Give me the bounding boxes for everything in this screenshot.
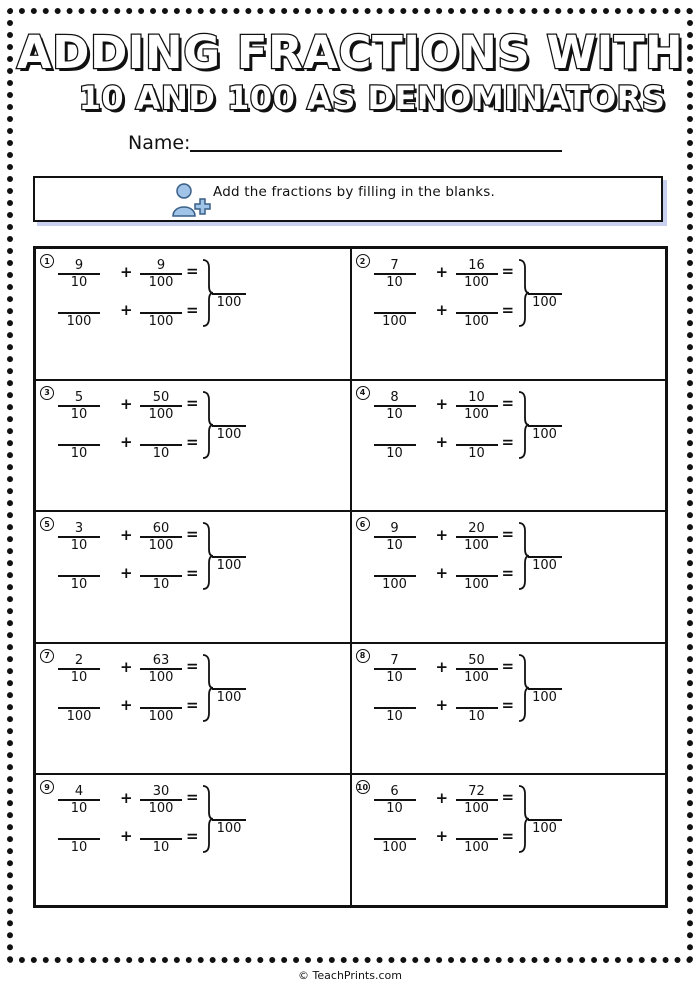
plus-sign: + xyxy=(120,564,133,583)
blank-numerator-1[interactable] xyxy=(374,560,416,577)
blank-numerator-1[interactable] xyxy=(374,692,416,709)
problem-cell-5 xyxy=(35,511,351,643)
blank-fraction-1[interactable] xyxy=(58,560,100,592)
answer-fraction[interactable] xyxy=(212,684,246,705)
answer-denominator: 100 xyxy=(532,689,557,705)
blank-fraction-2[interactable] xyxy=(140,823,182,855)
plus-sign: + xyxy=(120,394,133,413)
plus-sign: + xyxy=(435,526,449,545)
blank-denominator-2: 10 xyxy=(152,445,170,461)
blank-fraction-1[interactable] xyxy=(58,297,100,329)
blank-fraction-2[interactable] xyxy=(456,429,498,461)
answer-fraction[interactable] xyxy=(528,289,562,310)
first-denominator: 10 xyxy=(70,669,88,685)
equals-sign: = xyxy=(501,656,515,675)
equals-sign: = xyxy=(186,525,199,544)
plus-sign: + xyxy=(120,657,133,676)
plus-sign: + xyxy=(120,827,133,846)
problem-number-badge: 9 xyxy=(40,780,54,794)
problem-cell-10 xyxy=(351,774,667,906)
answer-denominator: 100 xyxy=(532,426,557,442)
equals-sign: = xyxy=(186,393,199,412)
blank-fraction-1[interactable] xyxy=(374,560,416,592)
problem-number-badge: 6 xyxy=(356,517,370,531)
plus-sign: + xyxy=(435,263,449,281)
second-fraction xyxy=(140,258,182,290)
second-fraction xyxy=(456,653,498,685)
first-denominator: 10 xyxy=(70,275,88,290)
equals-sign: = xyxy=(501,564,515,583)
second-numerator: 60 xyxy=(140,521,182,538)
first-denominator: 10 xyxy=(386,669,403,685)
equals-sign: = xyxy=(186,564,199,583)
second-fraction xyxy=(140,390,182,422)
blank-denominator-1: 100 xyxy=(66,314,92,329)
plus-sign: + xyxy=(120,789,133,808)
first-numerator: 6 xyxy=(374,784,416,801)
problem-cell-9 xyxy=(35,774,351,906)
first-fraction xyxy=(374,258,416,290)
answer-denominator: 100 xyxy=(216,821,242,837)
second-denominator: 100 xyxy=(148,669,174,685)
second-denominator: 100 xyxy=(464,406,489,422)
equals-sign: = xyxy=(501,695,515,714)
blank-numerator-2[interactable] xyxy=(140,560,182,577)
plus-sign: + xyxy=(120,526,133,545)
first-fraction xyxy=(58,521,100,553)
blank-denominator-1: 100 xyxy=(66,708,92,724)
blank-denominator-2: 100 xyxy=(464,840,489,856)
blank-fraction-2[interactable] xyxy=(140,692,182,724)
second-numerator: 16 xyxy=(456,258,498,275)
blank-denominator-2: 100 xyxy=(464,314,489,329)
plus-sign: + xyxy=(120,432,133,451)
blank-numerator-2[interactable] xyxy=(140,297,182,314)
blank-numerator-2[interactable] xyxy=(456,823,498,840)
blank-fraction-2[interactable] xyxy=(140,560,182,592)
equals-sign: = xyxy=(501,827,515,846)
equals-sign: = xyxy=(501,525,515,544)
equals-sign: = xyxy=(186,827,199,846)
first-numerator: 5 xyxy=(58,390,100,407)
blank-fraction-2[interactable] xyxy=(456,823,498,855)
problem-cell-8 xyxy=(351,643,667,775)
problem-number-badge: 7 xyxy=(40,649,54,663)
blank-denominator-1: 100 xyxy=(382,840,407,856)
blank-numerator-2[interactable] xyxy=(140,692,182,709)
blank-numerator-2[interactable] xyxy=(456,297,498,314)
answer-denominator: 100 xyxy=(216,689,242,705)
problem-number-badge: 10 xyxy=(356,780,370,794)
equals-sign: = xyxy=(501,301,515,319)
blank-numerator-2[interactable] xyxy=(140,823,182,840)
blank-denominator-2: 100 xyxy=(148,708,174,724)
second-denominator: 100 xyxy=(464,669,489,685)
second-denominator: 100 xyxy=(464,538,489,554)
first-numerator: 3 xyxy=(58,521,100,538)
blank-numerator-2[interactable] xyxy=(456,692,498,709)
blank-numerator-2[interactable] xyxy=(456,560,498,577)
equals-sign: = xyxy=(501,393,515,412)
plus-sign: + xyxy=(435,394,449,413)
blank-denominator-2: 10 xyxy=(468,708,485,724)
equals-sign: = xyxy=(501,262,515,280)
blank-denominator-2: 10 xyxy=(152,577,170,593)
first-numerator: 4 xyxy=(58,784,100,801)
answer-fraction[interactable] xyxy=(528,421,562,442)
second-numerator: 10 xyxy=(456,390,498,407)
plus-sign: + xyxy=(120,301,133,319)
equals-sign: = xyxy=(186,656,199,675)
second-numerator: 63 xyxy=(140,653,182,670)
blank-denominator-2: 10 xyxy=(152,840,170,856)
plus-sign: + xyxy=(435,432,449,451)
first-fraction xyxy=(374,653,416,685)
problem-cell-4 xyxy=(351,380,667,512)
blank-fraction-2[interactable] xyxy=(140,297,182,329)
second-fraction xyxy=(456,390,498,422)
first-denominator: 10 xyxy=(386,406,403,422)
first-denominator: 10 xyxy=(386,538,403,554)
equals-sign: = xyxy=(186,788,199,807)
second-numerator: 9 xyxy=(140,258,182,275)
blank-fraction-1[interactable] xyxy=(374,297,416,329)
answer-fraction[interactable] xyxy=(528,815,562,836)
blank-fraction-1[interactable] xyxy=(374,429,416,461)
equals-sign: = xyxy=(186,432,199,451)
equals-sign: = xyxy=(186,695,199,714)
first-numerator: 8 xyxy=(374,390,416,407)
problems-grid xyxy=(33,246,668,908)
first-numerator: 9 xyxy=(374,521,416,538)
blank-denominator-2: 10 xyxy=(468,445,485,461)
first-denominator: 10 xyxy=(386,801,403,817)
student-plus-icon xyxy=(171,182,211,224)
second-fraction xyxy=(140,521,182,553)
first-numerator: 9 xyxy=(58,258,100,275)
blank-denominator-2: 100 xyxy=(148,314,174,329)
blank-fraction-2[interactable] xyxy=(456,560,498,592)
first-fraction xyxy=(374,390,416,422)
blank-fraction-1[interactable] xyxy=(58,823,100,855)
blank-numerator-1[interactable] xyxy=(58,429,100,446)
second-denominator: 100 xyxy=(148,538,174,554)
equals-sign: = xyxy=(186,262,199,280)
second-fraction xyxy=(456,784,498,816)
answer-denominator: 100 xyxy=(532,821,557,837)
second-numerator: 72 xyxy=(456,784,498,801)
blank-numerator-2[interactable] xyxy=(456,429,498,446)
first-numerator: 7 xyxy=(374,653,416,670)
blank-denominator-1: 10 xyxy=(70,577,88,593)
plus-sign: + xyxy=(120,263,133,281)
blank-numerator-1[interactable] xyxy=(374,297,416,314)
answer-denominator: 100 xyxy=(216,426,242,442)
answer-denominator: 100 xyxy=(216,295,242,310)
equals-sign: = xyxy=(501,432,515,451)
equals-sign: = xyxy=(501,788,515,807)
blank-numerator-1[interactable] xyxy=(374,429,416,446)
second-numerator: 20 xyxy=(456,521,498,538)
second-denominator: 100 xyxy=(148,275,174,290)
blank-numerator-1[interactable] xyxy=(58,823,100,840)
problem-number-badge: 5 xyxy=(40,517,54,531)
second-numerator: 30 xyxy=(140,784,182,801)
blank-denominator-2: 100 xyxy=(464,577,489,593)
instruction-text: Add the fractions by filling in the blanks. xyxy=(213,184,496,200)
blank-numerator-1[interactable] xyxy=(58,692,100,709)
blank-denominator-1: 10 xyxy=(386,445,403,461)
worksheet-title-line2: 10 AND 100 AS DENOMINATORS xyxy=(78,79,666,117)
plus-sign: + xyxy=(120,695,133,714)
problem-cell-2 xyxy=(351,248,667,380)
problem-number-badge: 8 xyxy=(356,649,370,663)
problem-cell-1 xyxy=(35,248,351,380)
plus-sign: + xyxy=(435,564,449,583)
blank-denominator-1: 10 xyxy=(70,840,88,856)
equals-sign: = xyxy=(186,301,199,319)
plus-sign: + xyxy=(435,657,449,676)
blank-fraction-1[interactable] xyxy=(58,692,100,724)
second-denominator: 100 xyxy=(464,275,489,290)
name-label: Name: xyxy=(128,132,191,154)
problem-number-badge: 3 xyxy=(40,386,54,400)
answer-fraction[interactable] xyxy=(212,289,246,310)
first-denominator: 10 xyxy=(70,538,88,554)
blank-numerator-1[interactable] xyxy=(374,823,416,840)
problem-number-badge: 2 xyxy=(356,254,370,268)
first-fraction xyxy=(58,784,100,816)
answer-fraction[interactable] xyxy=(212,815,246,836)
second-fraction xyxy=(456,521,498,553)
first-denominator: 10 xyxy=(386,275,403,290)
plus-sign: + xyxy=(435,695,449,714)
blank-numerator-1[interactable] xyxy=(58,560,100,577)
problem-cell-3 xyxy=(35,380,351,512)
plus-sign: + xyxy=(435,301,449,319)
second-denominator: 100 xyxy=(148,406,174,422)
blank-fraction-1[interactable] xyxy=(374,823,416,855)
answer-fraction[interactable] xyxy=(212,421,246,442)
answer-denominator: 100 xyxy=(532,295,557,310)
answer-fraction[interactable] xyxy=(528,684,562,705)
second-fraction xyxy=(140,784,182,816)
instruction-box xyxy=(33,176,663,222)
blank-numerator-2[interactable] xyxy=(140,429,182,446)
first-fraction xyxy=(374,521,416,553)
plus-sign: + xyxy=(435,789,449,808)
blank-denominator-1: 100 xyxy=(382,314,407,329)
problem-cell-7 xyxy=(35,643,351,775)
second-fraction xyxy=(140,653,182,685)
blank-denominator-1: 100 xyxy=(382,577,407,593)
answer-fraction[interactable] xyxy=(212,552,246,573)
first-fraction xyxy=(58,258,100,290)
copyright-footer: © TeachPrints.com xyxy=(298,969,402,982)
answer-denominator: 100 xyxy=(216,558,242,574)
second-denominator: 100 xyxy=(148,801,174,817)
second-numerator: 50 xyxy=(456,653,498,670)
blank-numerator-1[interactable] xyxy=(58,297,100,314)
plus-sign: + xyxy=(435,827,449,846)
blank-fraction-2[interactable] xyxy=(456,297,498,329)
blank-fraction-2[interactable] xyxy=(456,692,498,724)
problem-number-badge: 4 xyxy=(356,386,370,400)
second-denominator: 100 xyxy=(464,801,489,817)
blank-denominator-1: 10 xyxy=(70,445,88,461)
name-blank-line[interactable] xyxy=(190,150,562,152)
first-fraction xyxy=(374,784,416,816)
problem-number-badge: 1 xyxy=(40,254,54,268)
first-numerator: 2 xyxy=(58,653,100,670)
first-fraction xyxy=(58,653,100,685)
problem-cell-6 xyxy=(351,511,667,643)
first-fraction xyxy=(58,390,100,422)
first-denominator: 10 xyxy=(70,801,88,817)
first-numerator: 7 xyxy=(374,258,416,275)
blank-fraction-1[interactable] xyxy=(58,429,100,461)
answer-denominator: 100 xyxy=(532,558,557,574)
worksheet-title-line1: ADDING FRACTIONS WITH xyxy=(16,26,684,79)
blank-denominator-1: 10 xyxy=(386,708,403,724)
blank-fraction-1[interactable] xyxy=(374,692,416,724)
second-fraction xyxy=(456,258,498,290)
blank-fraction-2[interactable] xyxy=(140,429,182,461)
second-numerator: 50 xyxy=(140,390,182,407)
first-denominator: 10 xyxy=(70,406,88,422)
answer-fraction[interactable] xyxy=(528,552,562,573)
